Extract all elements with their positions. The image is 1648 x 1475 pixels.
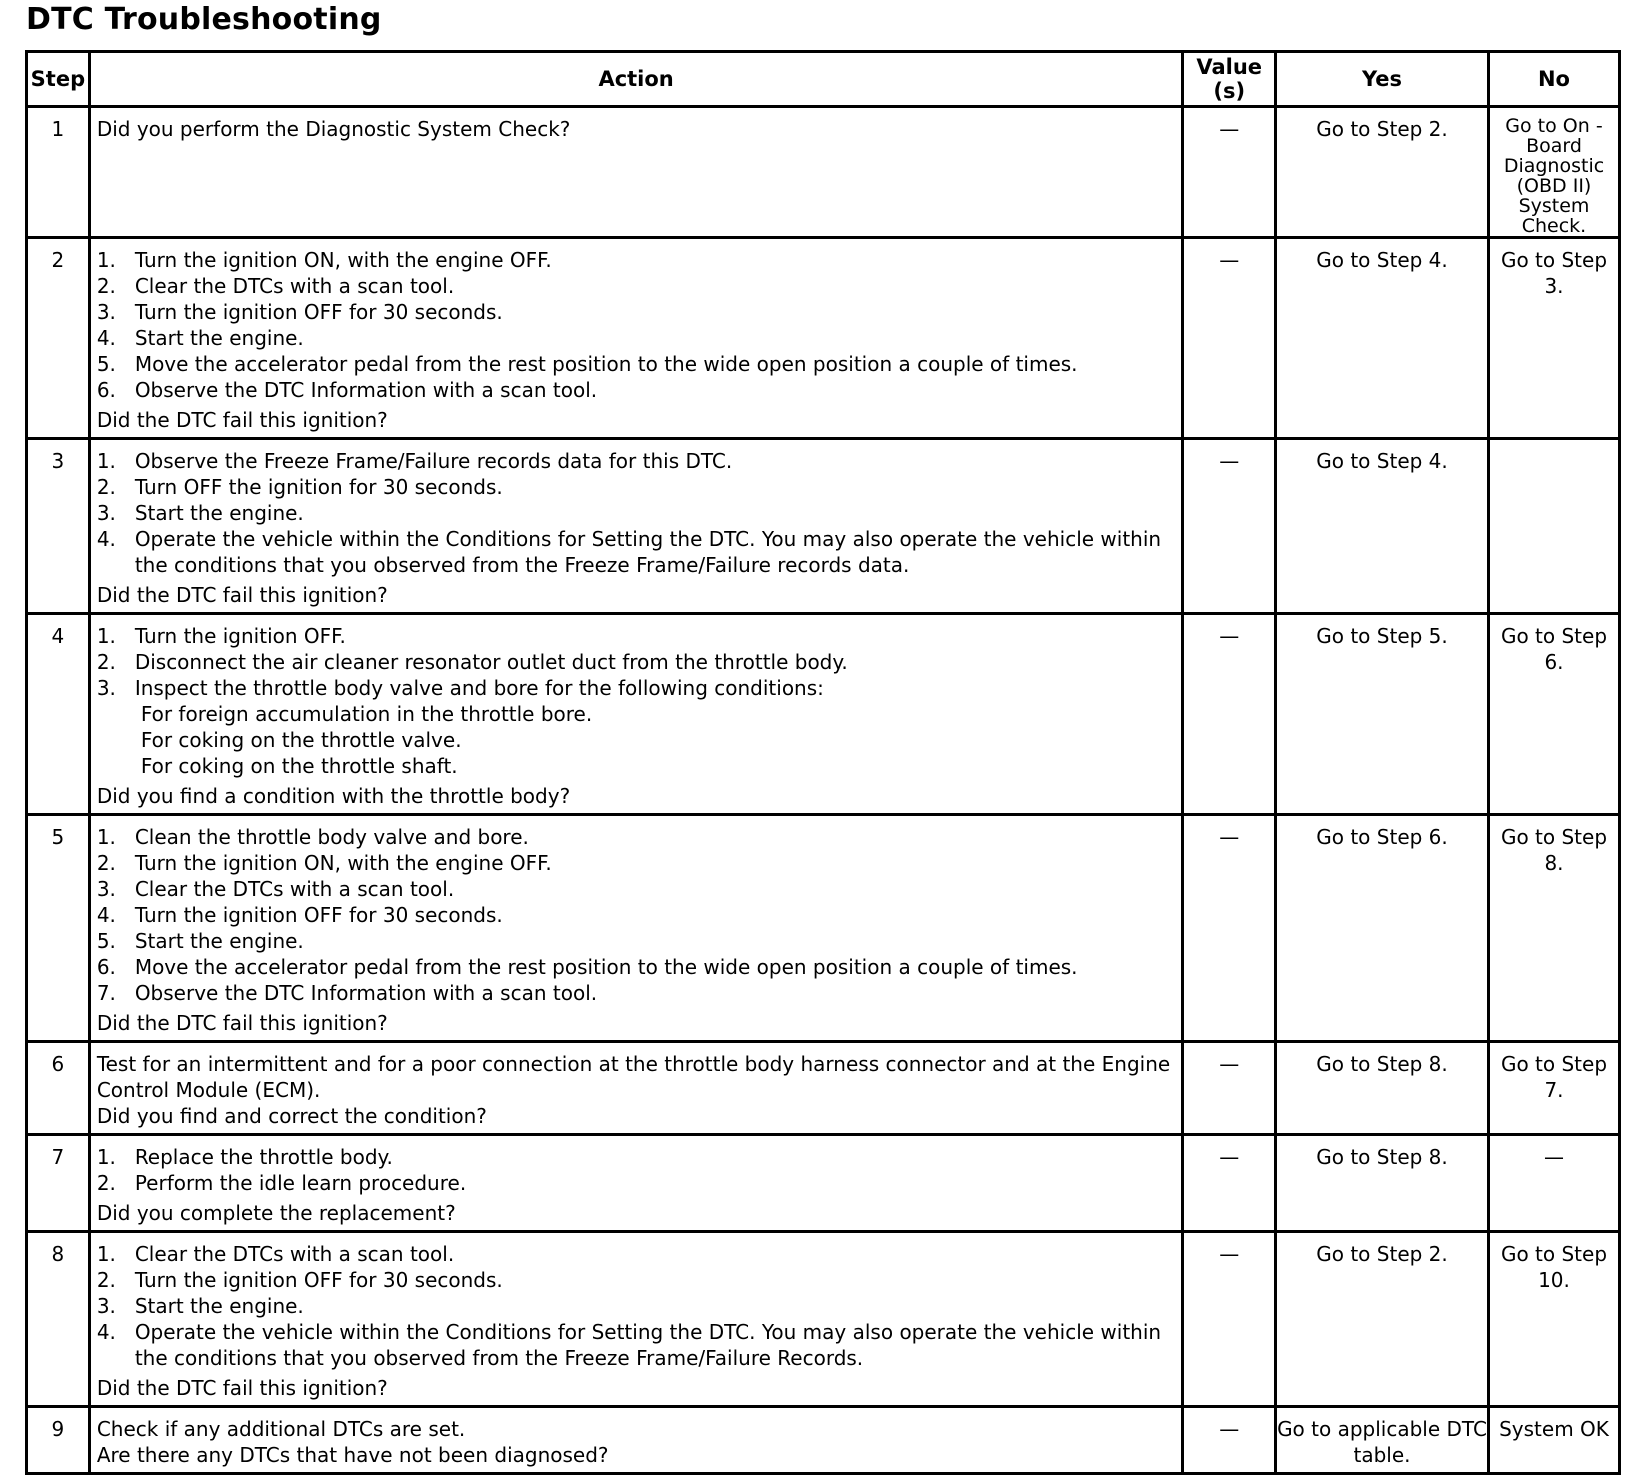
action-step-text: [135, 474, 1178, 500]
action-step-text: [135, 1144, 1178, 1170]
page-title: DTC Troubleshooting: [26, 2, 382, 37]
value-cell: —: [1183, 107, 1276, 238]
action-step-number: 1.: [96, 449, 116, 473]
action-step-main: Start the engine.: [134, 1294, 304, 1318]
action-step-main: Start the engine.: [134, 326, 304, 350]
action-step-main: Start the engine.: [134, 501, 304, 525]
header-step: Step: [27, 52, 90, 107]
value-cell: —: [1183, 1407, 1276, 1474]
action-step: [97, 448, 1178, 474]
action-step-main: Disconnect the air cleaner resonator outlet duct from the throttle body.: [134, 650, 848, 674]
action-sub-item: For coking on the throttle valve.: [140, 728, 462, 752]
step-cell: 9: [27, 1407, 90, 1474]
action-step-number: 4.: [96, 903, 116, 927]
action-sub-item: For foreign accumulation in the throttle bore.: [140, 702, 593, 726]
action-cell: [89, 439, 1183, 614]
action-step-number: 3.: [96, 1294, 116, 1318]
action-step-text: [135, 980, 1178, 1006]
no-cell: Go to Step 8.: [1488, 815, 1619, 1042]
no-cell: [1488, 439, 1619, 614]
action-step-number: 1.: [96, 624, 116, 648]
action-step-main: Turn the ignition OFF for 30 seconds.: [134, 1268, 503, 1292]
action-step-number: 2.: [96, 274, 116, 298]
action-step-text: [135, 377, 1178, 403]
action-step: [97, 377, 1178, 403]
value-cell: —: [1183, 614, 1276, 815]
action-step: [97, 1241, 1178, 1267]
action-step-number: 1.: [96, 1242, 116, 1266]
action-step: [97, 850, 1178, 876]
action-step-text: [135, 273, 1178, 299]
step-cell: 5: [27, 815, 90, 1042]
action-step-text: [135, 928, 1178, 954]
action-step-number: 6.: [96, 378, 116, 402]
action-step: [97, 876, 1178, 902]
action-step-text: [135, 623, 1178, 649]
action-step: [97, 649, 1178, 675]
action-step-main: Observe the DTC Information with a scan tool.: [134, 981, 598, 1005]
action-steps: [97, 247, 1178, 403]
action-step-text: [135, 526, 1178, 578]
no-cell: Go to On -Board Diagnostic (OBD II) System Check.: [1488, 107, 1619, 238]
value-cell: —: [1183, 1042, 1276, 1135]
action-step-number: 2.: [96, 475, 116, 499]
table-row: [27, 238, 1620, 439]
action-step-text: [135, 1293, 1178, 1319]
action-step-number: 5.: [96, 352, 116, 376]
table-row: [27, 1135, 1620, 1232]
action-step-text: [135, 500, 1178, 526]
action-step-main: Replace the throttle body.: [134, 1145, 393, 1169]
action-question: Are there any DTCs that have not been diagnosed?: [96, 1443, 609, 1467]
action-step-text: [135, 850, 1178, 876]
action-step-main: Turn OFF the ignition for 30 seconds.: [134, 475, 503, 499]
action-cell: [89, 1232, 1183, 1407]
action-step-number: 4.: [96, 326, 116, 350]
value-cell: —: [1183, 238, 1276, 439]
action-cell: [89, 107, 1183, 238]
no-cell: Go to Step 7.: [1488, 1042, 1619, 1135]
action-step-main: Turn the ignition OFF for 30 seconds.: [134, 300, 503, 324]
action-step-text: [135, 902, 1178, 928]
yes-cell: Go to Step 2.: [1276, 1232, 1489, 1407]
table-row: [27, 1042, 1620, 1135]
action-step-number: 5.: [96, 929, 116, 953]
header-row: [27, 52, 1620, 107]
action-intro: Check if any additional DTCs are set.: [96, 1417, 466, 1441]
no-cell: Go to Step 6.: [1488, 614, 1619, 815]
action-step-number: 2.: [96, 1268, 116, 1292]
action-steps: [97, 448, 1178, 578]
action-cell: [89, 238, 1183, 439]
action-steps: [97, 824, 1178, 1006]
action-steps: [97, 1144, 1178, 1196]
action-step-text: [135, 675, 1178, 701]
step-cell: 6: [27, 1042, 90, 1135]
dtc-table: [25, 50, 1621, 1475]
action-step-text: [135, 1170, 1178, 1196]
action-step-main: Clean the throttle body valve and bore.: [134, 825, 529, 849]
action-step-text: [135, 1241, 1178, 1267]
action-step-number: 3.: [96, 877, 116, 901]
table-row: [27, 439, 1620, 614]
action-step-number: 2.: [96, 650, 116, 674]
table-body: [27, 107, 1620, 1474]
header-no: No: [1488, 52, 1619, 107]
action-step-main: Turn the ignition ON, with the engine OFF.: [134, 248, 552, 272]
action-step: [97, 526, 1178, 578]
yes-cell: Go to Step 2.: [1276, 107, 1489, 238]
action-step: [97, 299, 1178, 325]
table-row: [27, 1407, 1620, 1474]
yes-cell: Go to Step 8.: [1276, 1042, 1489, 1135]
action-step: [97, 675, 1178, 701]
action-step: [97, 273, 1178, 299]
step-cell: 7: [27, 1135, 90, 1232]
action-step-main: Move the accelerator pedal from the rest position to the wide open position a couple of times.: [134, 352, 1078, 376]
action-step-text: [135, 325, 1178, 351]
no-cell: —: [1488, 1135, 1619, 1232]
action-step: [97, 247, 1178, 273]
action-step-number: 3.: [96, 300, 116, 324]
action-step-main: Perform the idle learn procedure.: [134, 1171, 467, 1195]
action-step-number: 1.: [96, 248, 116, 272]
action-step: [97, 1319, 1178, 1371]
yes-cell: Go to applicable DTC table.: [1276, 1407, 1489, 1474]
table-row: [27, 815, 1620, 1042]
action-step-main: Inspect the throttle body valve and bore for the following conditions:: [134, 676, 824, 700]
action-step-text: [135, 1319, 1178, 1371]
action-step-main: Clear the DTCs with a scan tool.: [134, 274, 455, 298]
action-steps: [97, 623, 1178, 779]
action-step-main: Turn the ignition OFF for 30 seconds.: [134, 903, 503, 927]
header-yes: Yes: [1276, 52, 1489, 107]
yes-cell: Go to Step 4.: [1276, 238, 1489, 439]
action-step: [97, 1144, 1178, 1170]
table-row: [27, 107, 1620, 238]
action-step-number: 1.: [96, 825, 116, 849]
value-cell: —: [1183, 439, 1276, 614]
action-step-number: 2.: [96, 1171, 116, 1195]
step-cell: 1: [27, 107, 90, 238]
action-question: Did you complete the replacement?: [96, 1201, 456, 1225]
header-action: Action: [89, 52, 1183, 107]
action-step: [97, 980, 1178, 1006]
action-step-main: Operate the vehicle within the Conditions for Setting the DTC. You may also operate the vehicle within the conditions that you observed from the Freeze Frame/Failure records data.: [134, 527, 1162, 577]
action-step: [97, 824, 1178, 850]
action-step-main: Observe the DTC Information with a scan tool.: [134, 378, 598, 402]
action-step: [97, 1267, 1178, 1293]
step-cell: 3: [27, 439, 90, 614]
yes-cell: Go to Step 8.: [1276, 1135, 1489, 1232]
action-step: [97, 954, 1178, 980]
action-question: Did you find and correct the condition?: [96, 1104, 487, 1128]
step-cell: 2: [27, 238, 90, 439]
action-question: Did the DTC fail this ignition?: [96, 583, 388, 607]
action-cell: [89, 1135, 1183, 1232]
action-question: Did you find a condition with the throttle body?: [96, 784, 571, 808]
yes-cell: Go to Step 5.: [1276, 614, 1489, 815]
action-cell: [89, 1407, 1183, 1474]
action-step-text: [135, 448, 1178, 474]
step-cell: 8: [27, 1232, 90, 1407]
value-cell: —: [1183, 1135, 1276, 1232]
action-step-text: [135, 1267, 1178, 1293]
action-question: Did the DTC fail this ignition?: [96, 1376, 388, 1400]
action-sub-item: For coking on the throttle shaft.: [140, 754, 458, 778]
yes-cell: Go to Step 6.: [1276, 815, 1489, 1042]
action-step-main: Observe the Freeze Frame/Failure records data for this DTC.: [134, 449, 733, 473]
action-step-number: 4.: [96, 1320, 116, 1344]
action-cell: [89, 815, 1183, 1042]
action-step-number: 4.: [96, 527, 116, 551]
action-step-main: Clear the DTCs with a scan tool.: [134, 877, 455, 901]
action-step-number: 3.: [96, 676, 116, 700]
action-step: [97, 1293, 1178, 1319]
action-step-text: [135, 824, 1178, 850]
action-step-text: [135, 954, 1178, 980]
action-step-text: [135, 649, 1178, 675]
no-cell: Go to Step 10.: [1488, 1232, 1619, 1407]
action-step-main: Clear the DTCs with a scan tool.: [134, 1242, 455, 1266]
yes-cell: Go to Step 4.: [1276, 439, 1489, 614]
action-cell: [89, 614, 1183, 815]
action-step-text: [135, 876, 1178, 902]
action-cell: [89, 1042, 1183, 1135]
action-step: [97, 623, 1178, 649]
action-step: [97, 351, 1178, 377]
action-step-main: Turn the ignition OFF.: [134, 624, 346, 648]
action-intro: Did you perform the Diagnostic System Check?: [96, 117, 571, 141]
action-step-main: Turn the ignition ON, with the engine OFF.: [134, 851, 552, 875]
action-step: [97, 325, 1178, 351]
action-step: [97, 928, 1178, 954]
no-cell: System OK: [1488, 1407, 1619, 1474]
action-step-text: [135, 247, 1178, 273]
action-question: Did the DTC fail this ignition?: [96, 408, 388, 432]
no-cell: Go to Step 3.: [1488, 238, 1619, 439]
table-row: [27, 1232, 1620, 1407]
action-intro: Test for an intermittent and for a poor connection at the throttle body harness connector and at the Engine Control Module (ECM).: [96, 1052, 1171, 1102]
step-cell: 4: [27, 614, 90, 815]
action-step-number: 3.: [96, 501, 116, 525]
action-step-number: 2.: [96, 851, 116, 875]
value-cell: —: [1183, 1232, 1276, 1407]
header-value: Value (s): [1183, 52, 1276, 107]
table-row: [27, 614, 1620, 815]
action-question: Did the DTC fail this ignition?: [96, 1011, 388, 1035]
action-step: [97, 902, 1178, 928]
action-step: [97, 474, 1178, 500]
action-steps: [97, 1241, 1178, 1371]
action-step: [97, 500, 1178, 526]
action-step-number: 7.: [96, 981, 116, 1005]
action-step-number: 1.: [96, 1145, 116, 1169]
action-step-number: 6.: [96, 955, 116, 979]
action-step-main: Start the engine.: [134, 929, 304, 953]
action-step-text: [135, 299, 1178, 325]
action-step-text: [135, 351, 1178, 377]
action-step-main: Operate the vehicle within the Conditions for Setting the DTC. You may also operate the vehicle within the conditions that you observed from the Freeze Frame/Failure Records.: [134, 1320, 1162, 1370]
value-cell: —: [1183, 815, 1276, 1042]
action-step: [97, 1170, 1178, 1196]
action-step-main: Move the accelerator pedal from the rest position to the wide open position a couple of times.: [134, 955, 1078, 979]
